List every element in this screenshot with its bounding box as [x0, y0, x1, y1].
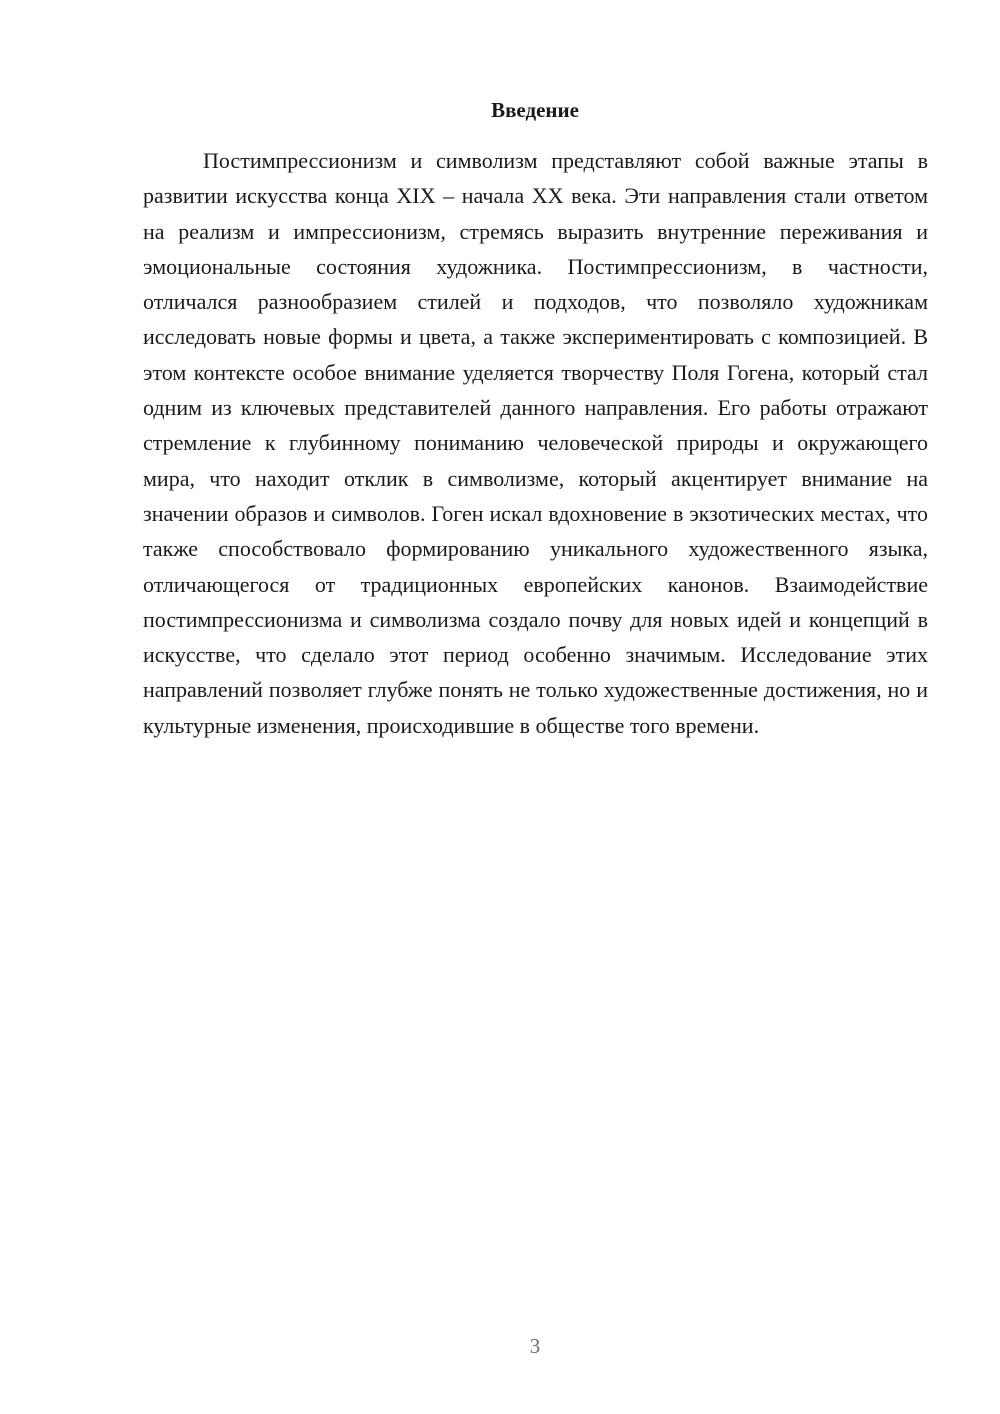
body-text [143, 143, 928, 743]
intro-paragraph: Постимпрессионизм и символизм представляют собой важные этапы в развитии искусства конца XIX – начала XX века. Эти направления стали ответом на реализм и импрессионизм, стремясь выразить внутренние переживания и эмоциональные состояния художника. Постимпрессионизм, в частности, отличался разнообразием стилей и подходов, что позволяло художникам исследовать новые формы и цвета, а также экспериментировать с композицией. В этом контексте особое внимание уделяется творчеству Поля Гогена, который стал одним из ключевых представителей данного направления. Его работы отражают стремление к глубинному пониманию человеческой природы и окружающего мира, что находит отклик в символизме, который акцентирует внимание на значении образов и символов. Гоген искал вдохновение в экзотических местах, что также способствовало формированию уникального художественного языка, отличающегося от традиционных европейских канонов. Взаимодействие постимпрессионизма и символизма создало почву для новых идей и концепций в искусстве, что сделало этот период особенно значимым. Исследование этих направлений позволяет глубже понять не только художественные достижения, но и культурные изменения, происходившие в обществе того времени. [143, 148, 928, 738]
page-number: 3 [529, 1334, 541, 1358]
section-title: Введение [491, 98, 579, 122]
